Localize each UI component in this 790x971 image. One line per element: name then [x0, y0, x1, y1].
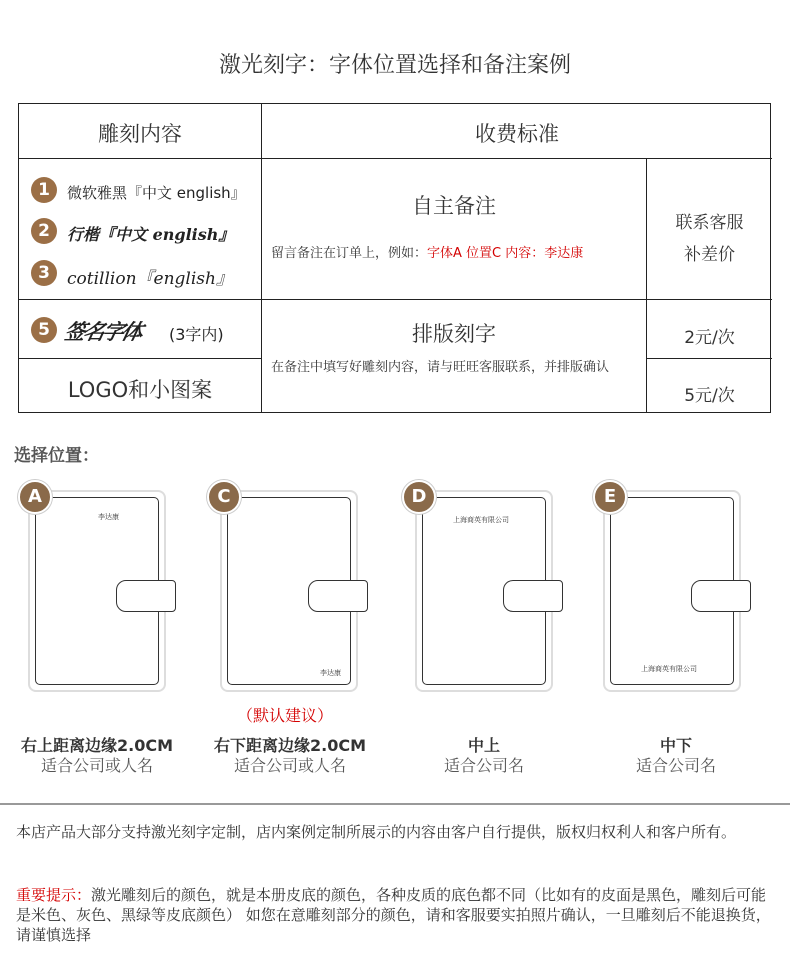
- position-c-caption: 右下距离边缘2.0CM: [213, 736, 366, 755]
- notebook-mockup-d: [415, 490, 553, 692]
- custom-note-desc: 留言备注在订单上，例如：字体A 位置C 内容：李达康: [271, 246, 584, 261]
- important-notice: 重要提示：激光雕刻后的颜色，就是本册皮底的颜色，各种皮质的底色都不同（比如有的皮面是黑色，雕刻后可能是米色、灰色、黑绿等皮底颜色） 如您在意雕刻部分的颜色，请和客服要实拍照片确认，一旦雕刻后不能退换货，请谨慎选择: [16, 886, 771, 944]
- font-number-badge: 3: [31, 260, 57, 286]
- logo-row-label: LOGO和小图案: [67, 378, 213, 402]
- positions-label: 选择位置：: [14, 446, 99, 466]
- position-c-desc: 适合公司或人名: [233, 756, 346, 775]
- position-c-badge: C: [207, 480, 241, 514]
- position-a-caption: 右上距离边缘2.0CM: [20, 736, 173, 755]
- contact-service: 联系客服: [675, 213, 744, 233]
- layout-engrave-desc: 在备注中填写好雕刻内容，请与旺旺客服联系，并排版确认: [271, 360, 610, 375]
- notebook-mockup-a: [28, 490, 166, 692]
- notebook-strap: [308, 580, 368, 612]
- font-sample-cotillion: cotillion『english』: [67, 269, 233, 289]
- position-d-caption: 中上: [467, 736, 500, 755]
- engrave-text: 上海商英有限公司: [641, 665, 697, 673]
- position-e-badge: E: [593, 480, 627, 514]
- notebook-strap: [691, 580, 751, 612]
- signature-sample: 签名字体: [62, 319, 144, 344]
- notebook-mockup-c: [220, 490, 358, 692]
- engrave-text: 李达康: [98, 513, 119, 521]
- copyright-note: 本店产品大部分支持激光刻字定制，店内案例定制所展示的内容由客户自行提供，版权归权利人和客户所有。: [16, 823, 737, 841]
- engrave-text: 上海商英有限公司: [453, 516, 509, 524]
- layout-engrave-title: 排版刻字: [412, 322, 496, 346]
- price-logo: 5元/次: [684, 386, 735, 406]
- position-a-badge: A: [18, 480, 52, 514]
- notebook-strap: [116, 580, 176, 612]
- position-d-desc: 适合公司名: [443, 756, 524, 775]
- header-engrave-content: 雕刻内容: [98, 122, 182, 146]
- position-e-caption: 中下: [659, 736, 692, 755]
- notebook-strap: [503, 580, 563, 612]
- default-recommend-note: （默认建议）: [236, 706, 333, 725]
- position-d-badge: D: [402, 480, 436, 514]
- notebook-mockup-e: [603, 490, 741, 692]
- font-number-badge: 1: [31, 177, 57, 203]
- divider: [0, 803, 790, 805]
- font-number-badge: 2: [31, 218, 57, 244]
- font-number-badge: 5: [31, 317, 57, 343]
- price-signature: 2元/次: [684, 328, 735, 348]
- page-title: 激光刻字：字体位置选择和备注案例: [218, 53, 571, 78]
- make-up-difference: 补差价: [684, 245, 735, 265]
- font-sample-yahei: 微软雅黑『中文 english』: [67, 184, 246, 202]
- engrave-text: 李达康: [320, 669, 341, 677]
- signature-limit: (3字内): [169, 325, 224, 344]
- custom-note-title: 自主备注: [412, 194, 496, 218]
- pricing-table: [18, 103, 771, 413]
- position-a-desc: 适合公司或人名: [40, 756, 153, 775]
- position-e-desc: 适合公司名: [635, 756, 716, 775]
- header-pricing: 收费标准: [475, 122, 559, 146]
- font-sample-xingkai: 行楷『中文 english』: [67, 225, 235, 244]
